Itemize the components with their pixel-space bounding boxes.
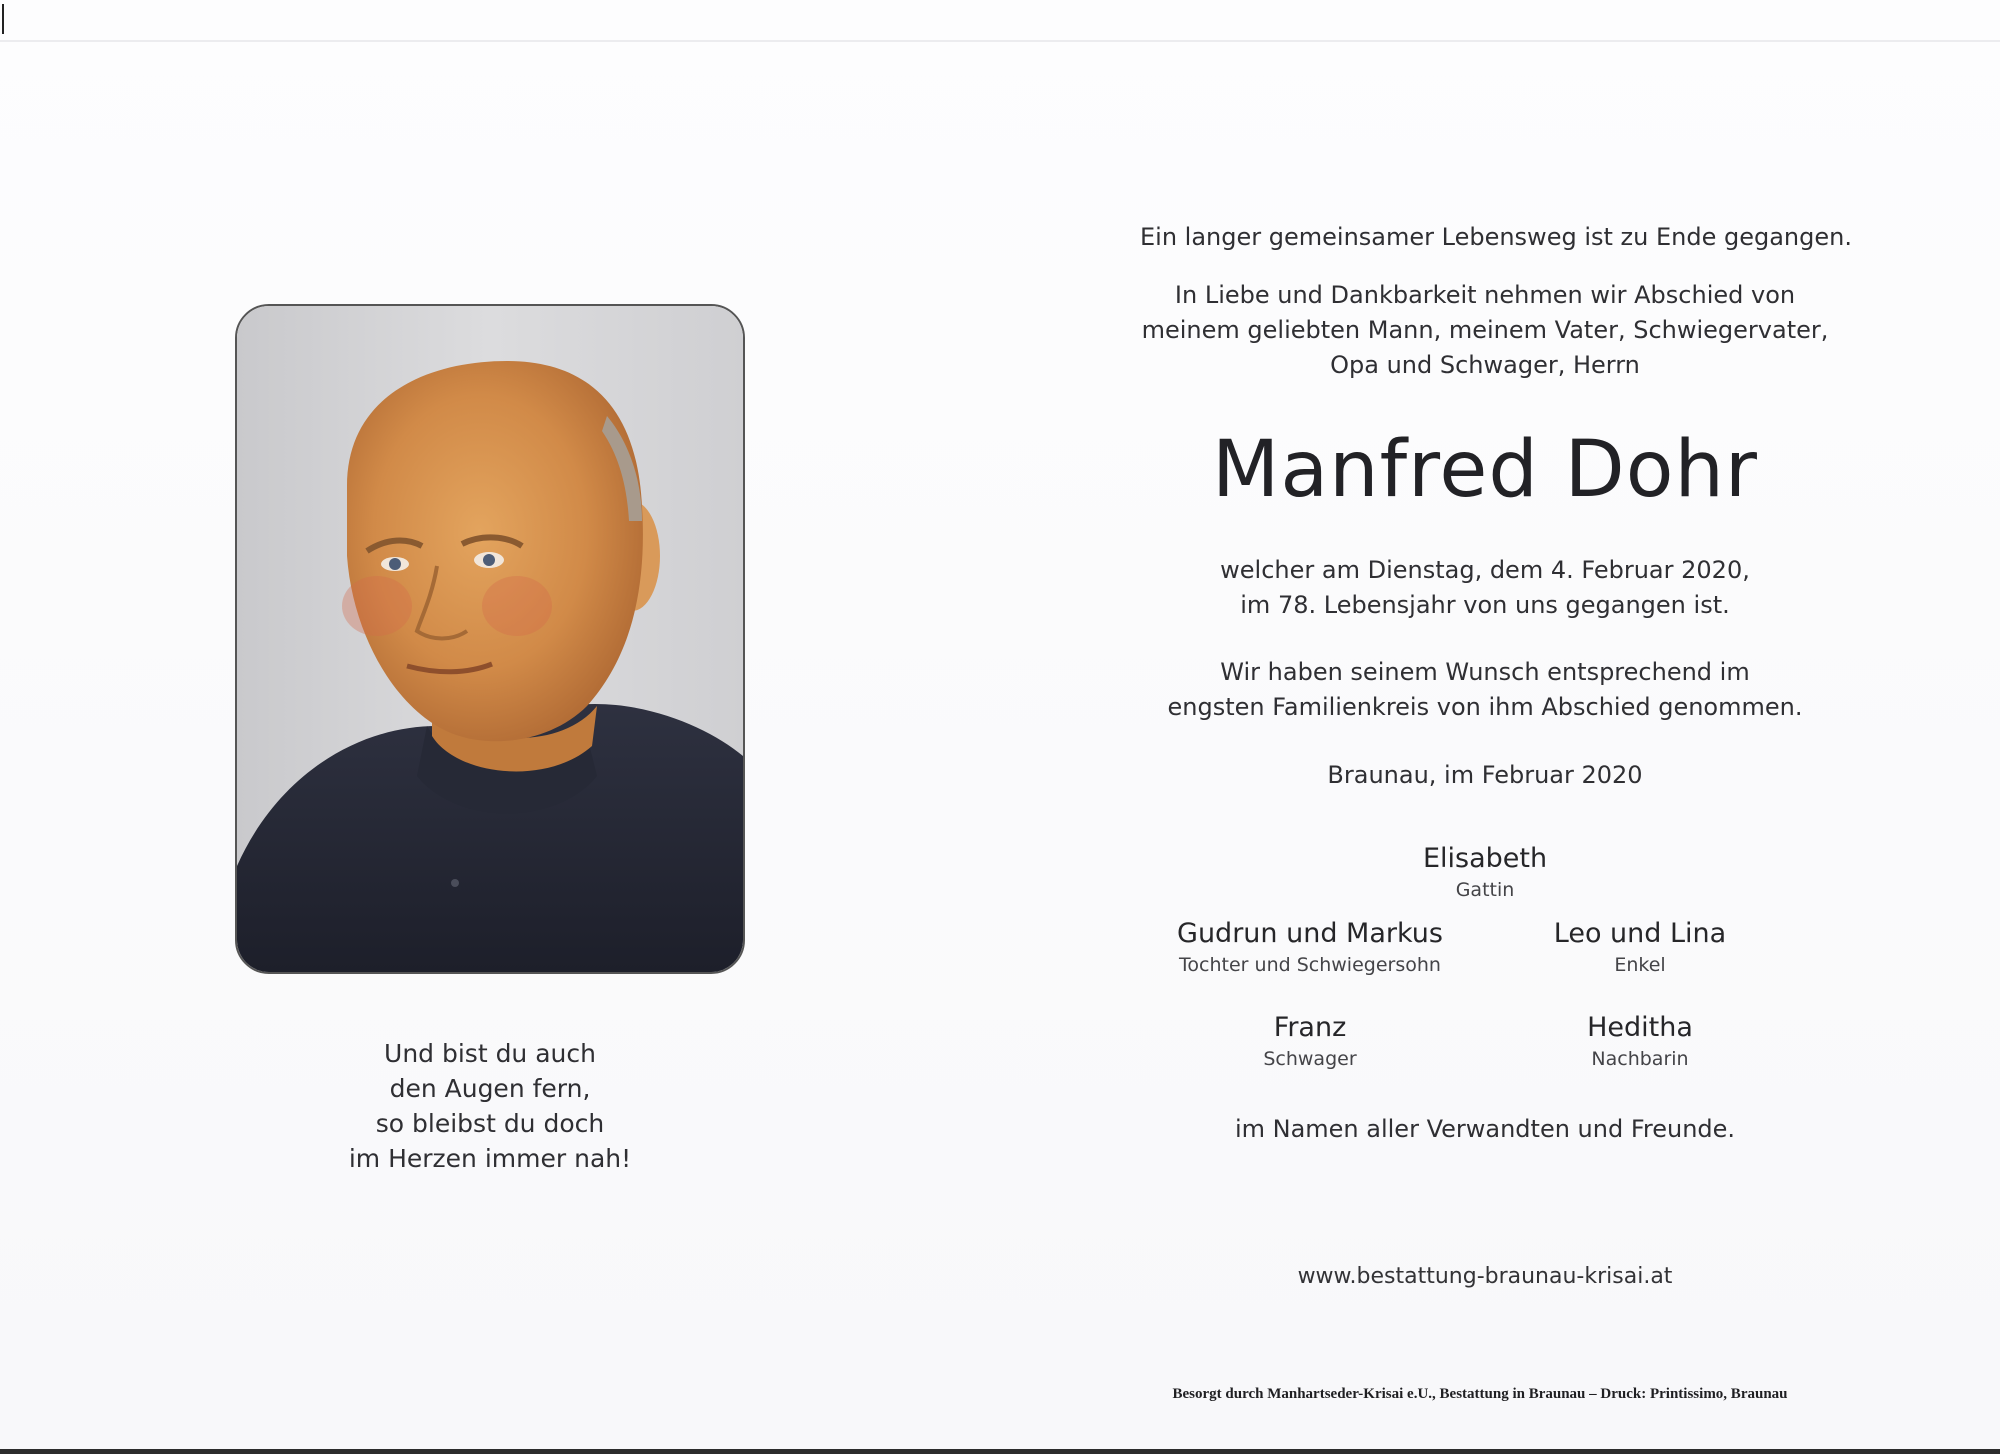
relative-role: Schwager [1263,1048,1357,1070]
imprint-footer: Besorgt durch Manhartseder-Krisai e.U., Bestattung in Braunau – Druck: Printissimo, Braunau [1172,1386,1788,1402]
farewell-line: In Liebe und Dankbarkeit nehmen wir Abschied von [1174,281,1796,309]
crop-mark [2,4,4,34]
death-line: welcher am Dienstag, dem 4. Februar 2020, [1220,556,1750,584]
wish-line: engsten Familienkreis von ihm Abschied genommen. [1167,693,1803,721]
relative-role: Nachbarin [1591,1048,1689,1070]
intro-text: Ein langer gemeinsamer Lebensweg ist zu Ende gegangen. [1140,223,1852,251]
relative-name: Gudrun und Markus [1177,918,1443,949]
relative-name: Franz [1273,1012,1347,1043]
relative-role: Enkel [1614,954,1666,976]
relative-name: Elisabeth [1422,843,1548,874]
memorial-poem [290,1036,690,1176]
relative-role: Gattin [1455,879,1515,901]
relative-name: Heditha [1587,1012,1693,1043]
wish-line: Wir haben seinem Wunsch entsprechend im [1220,658,1750,686]
portrait-photo [235,304,745,974]
relative-daughter [1140,917,1480,979]
top-divider [0,40,2000,42]
death-line: im 78. Lebensjahr von uns gegangen ist. [1240,591,1730,619]
relative-brother-in-law [1140,1011,1480,1073]
portrait-image [237,306,743,972]
poem-line: Und bist du auch [384,1039,596,1068]
place-date: Braunau, im Februar 2020 [1327,761,1643,789]
farewell-line: meinem geliebten Mann, meinem Vater, Schwiegervater, [1141,316,1829,344]
relative-grandchildren [1470,917,1810,979]
relative-spouse [1315,842,1655,904]
closing-text: im Namen aller Verwandten und Freunde. [1234,1115,1736,1143]
farewell-line: Opa und Schwager, Herrn [1330,351,1640,379]
relative-neighbour [1470,1011,1810,1073]
relative-role: Tochter und Schwiegersohn [1179,954,1441,976]
relative-name: Leo und Lina [1553,918,1727,949]
deceased-name: Manfred Dohr [1212,425,1758,515]
bottom-edge [0,1449,2000,1454]
funeral-home-website[interactable]: www.bestattung-braunau-krisai.at [1297,1264,1673,1289]
poem-line: den Augen fern, [389,1074,591,1103]
poem-line: so bleibst du doch [375,1109,605,1138]
poem-line: im Herzen immer nah! [348,1144,632,1173]
